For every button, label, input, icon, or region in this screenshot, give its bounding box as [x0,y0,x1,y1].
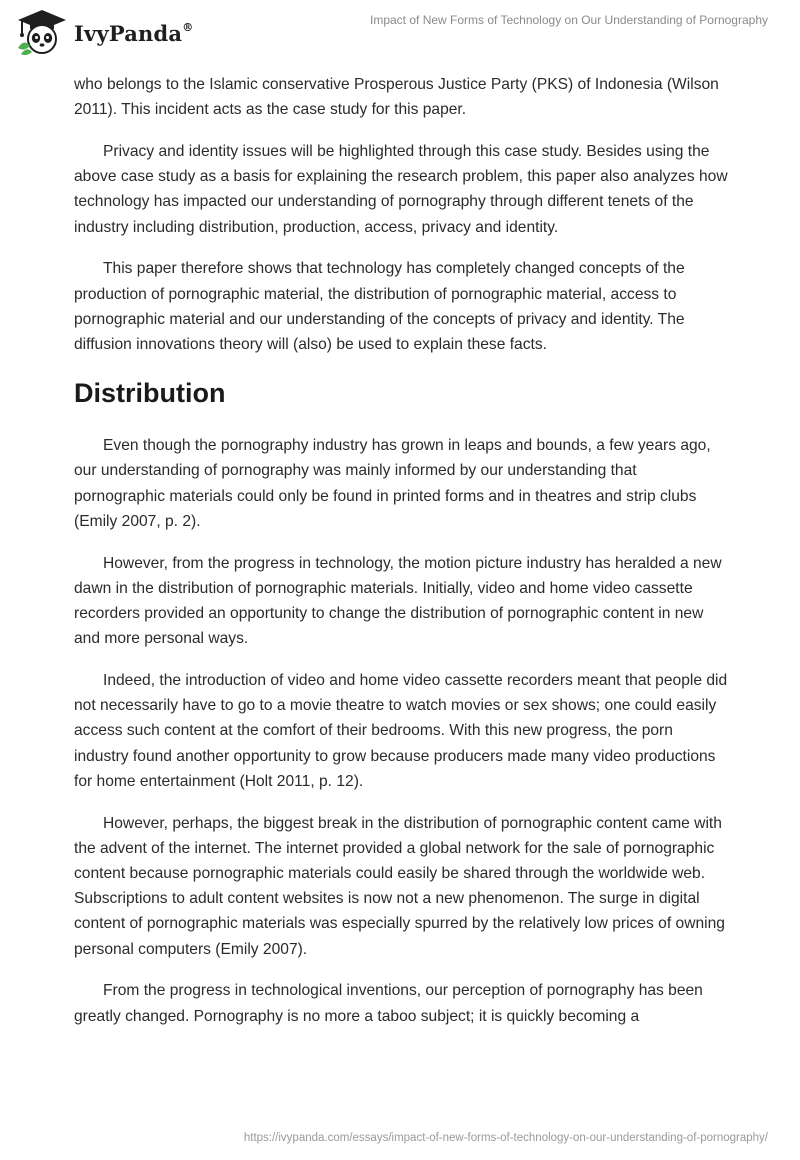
registered-mark: ® [182,20,194,34]
page-header [0,0,800,62]
section-heading-distribution: Distribution [74,378,226,409]
panda-graduation-cap-icon [14,8,70,56]
brand-name: IvyPanda® [74,20,194,46]
paragraph-intro-1: who belongs to the Islamic conservative Prosperous Justice Party (PKS) of Indonesia (Wilson 2011). This incident acts as the case study for this paper. [74,76,719,119]
paragraph-distribution-3: Indeed, the introduction of video and home video cassette recorders meant that people did not necessarily have to go to a movie theatre to watch movies or sex shows; one could easily access such content at the comfort of their bedrooms. With this new progress, the porn industry found another opportunity to grow because producers made many video productions for home entertainment (Holt 2011, p. 12). [74,672,728,790]
paragraph-intro-2: Privacy and identity issues will be highlighted through this case study. Besides using the above case study as a basis for explaining the research problem, this paper also analyzes how technology has impacted our understanding of pornography through different tenets of the industry including distribution, production, access, privacy and identity. [74,143,728,236]
brand-logo[interactable] [14,8,193,56]
paragraph-distribution-2: However, from the progress in technology, the motion picture industry has heralded a new dawn in the distribution of pornographic materials. Initially, video and home video cassette recorders provided an opportunity to change the distribution of pornographic content in new and more personal ways. [74,554,722,648]
essay-content [74,72,730,1045]
document-title: Impact of New Forms of Technology on Our Understanding of Pornography [370,13,768,27]
paragraph-intro-3: This paper therefore shows that technology has completely changed concepts of the production of pornographic material, the distribution of pornographic material, access to pornographic material and our understanding of the concepts of privacy and identity. The diffusion innovations theory will (also) be used to explain these facts. [74,260,685,354]
source-url-link[interactable]: https://ivypanda.com/essays/impact-of-new-forms-of-technology-on-our-understanding-of-pornography/ [243,1132,768,1144]
paragraph-distribution-1: Even though the pornography industry has grown in leaps and bounds, a few years ago, our understanding of pornography was mainly informed by our understanding that pornographic materials could only be found in printed forms and in theatres and strip clubs (Emily 2007, p. 2). [74,437,711,530]
paragraph-distribution-5: From the progress in technological inventions, our perception of pornography has been greatly changed. Pornography is no more a taboo subject; it is quickly becoming a [74,982,703,1025]
paragraph-distribution-4: However, perhaps, the biggest break in the distribution of pornographic content came with the advent of the internet. The internet provided a global network for the sale of pornographic content because pornographic materials could easily be shared through the worldwide web. Subscriptions to adult content websites is now not a new phenomenon. The surge in digital content of pornographic materials was especially spurred by the relatively low prices of owning personal computers (Emily 2007). [74,814,725,958]
